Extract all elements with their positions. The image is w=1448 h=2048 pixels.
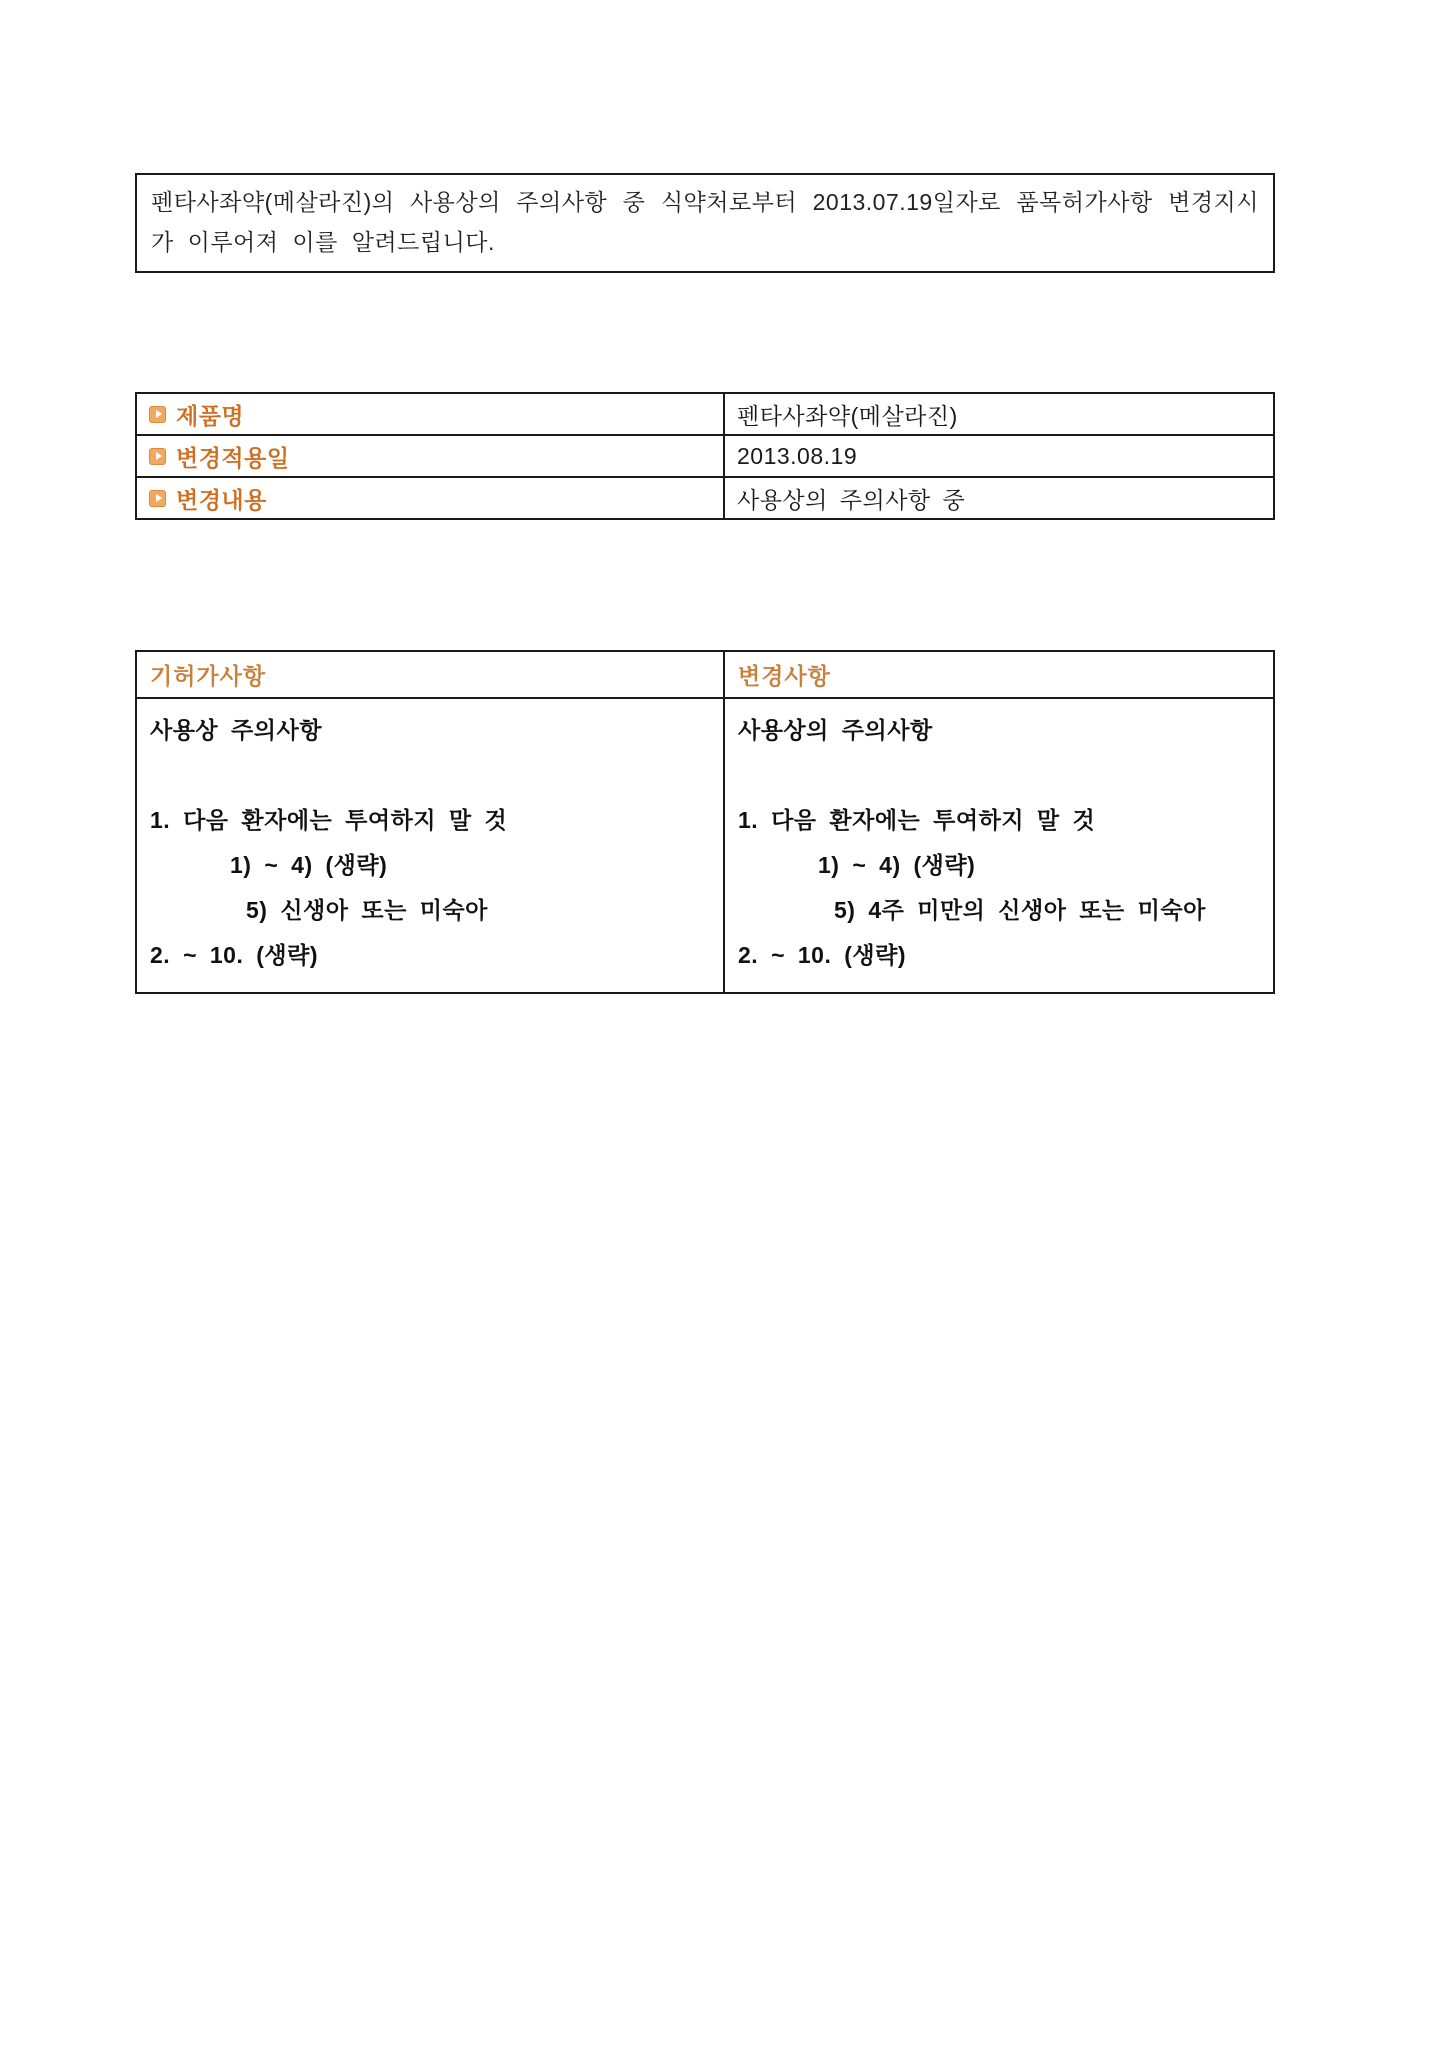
comparison-header-approved: 기허가사항	[136, 651, 724, 698]
info-label-change-content: 변경내용	[176, 486, 267, 513]
approved-title: 사용상 주의사항	[150, 717, 322, 743]
info-table	[135, 392, 1275, 520]
approved-line-2: 1) ~ 4) (생략)	[230, 852, 388, 878]
info-label-change-date: 변경적용일	[176, 444, 290, 471]
comparison-header-changed: 변경사항	[724, 651, 1274, 698]
changed-line-2: 1) ~ 4) (생략)	[818, 852, 976, 878]
approved-line-3: 5) 신생아 또는 미숙아	[246, 897, 488, 923]
bullet-arrow-icon	[149, 406, 166, 423]
info-label-wrap	[149, 482, 713, 515]
changed-title: 사용상의 주의사항	[738, 717, 933, 743]
info-label-product-name: 제품명	[176, 402, 245, 429]
info-row-change-date	[136, 435, 1274, 477]
comparison-table	[135, 650, 1275, 994]
info-value-change-date: 2013.08.19	[737, 442, 858, 469]
comparison-cell-approved	[136, 698, 724, 993]
notice-text: 펜타사좌약(메살라진)의 사용상의 주의사항 중 식약처로부터 2013.07.19일자로 품목허가사항 변경지시가 이루어져 이를 알려드립니다.	[151, 189, 1259, 255]
changed-line-4: 2. ~ 10. (생략)	[738, 942, 907, 968]
approved-line-1: 1. 다음 환자에는 투여하지 말 것	[150, 807, 508, 833]
info-value-product-name: 펜타사좌약(메살라진)	[737, 402, 958, 429]
info-row-product-name	[136, 393, 1274, 435]
blank-line	[738, 753, 1263, 798]
info-label-wrap	[149, 440, 713, 473]
bullet-arrow-icon	[149, 490, 166, 507]
blank-line	[150, 753, 713, 798]
info-value-change-content: 사용상의 주의사항 중	[737, 486, 966, 513]
changed-line-1: 1. 다음 환자에는 투여하지 말 것	[738, 807, 1096, 833]
comparison-header-row	[136, 651, 1274, 698]
approved-line-4: 2. ~ 10. (생략)	[150, 942, 319, 968]
bullet-arrow-icon	[149, 448, 166, 465]
comparison-cell-changed	[724, 698, 1274, 993]
comparison-body-row	[136, 698, 1274, 993]
notice-box	[135, 173, 1275, 273]
info-label-wrap	[149, 398, 713, 431]
info-row-change-content	[136, 477, 1274, 519]
changed-line-3: 5) 4주 미만의 신생아 또는 미숙아	[834, 897, 1206, 923]
